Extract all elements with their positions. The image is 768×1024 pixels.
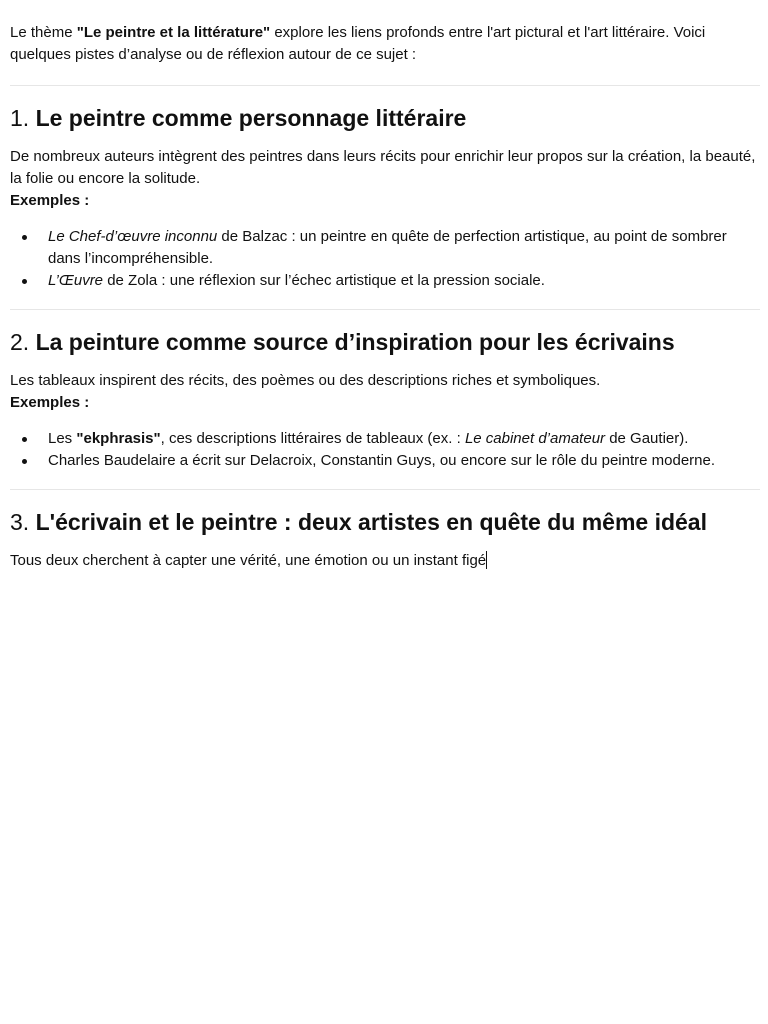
examples-label: Exemples : xyxy=(10,394,90,411)
bullet-icon xyxy=(22,279,27,284)
work-title: Le Chef-d’œuvre inconnu xyxy=(48,228,218,245)
section-divider xyxy=(10,489,760,490)
item-prefix: Les xyxy=(48,430,77,447)
bullet-icon xyxy=(22,437,27,442)
section-text: Les tableaux inspirent des récits, des poèmes ou des descriptions riches et symboliques. xyxy=(10,372,601,389)
intro-suffix: explore les liens profonds entre l'art pictural et l'art littéraire. Voici quelques pistes d’analyse ou de réflexion autour de ce sujet : xyxy=(10,24,706,63)
item-text: de Balzac : un peintre en quête de perfection artistique, au point de sombrer dans l’incompréhensible. xyxy=(48,228,727,267)
intro-theme: "Le peintre et la littérature" xyxy=(76,24,271,41)
section-number: 3. xyxy=(10,509,30,535)
section-heading xyxy=(10,507,758,537)
bullet-icon xyxy=(22,235,27,240)
section-text: Tous deux cherchent à capter une vérité, une émotion ou un instant figé xyxy=(10,552,487,569)
work-title: L’Œuvre xyxy=(48,272,104,289)
examples-label: Exemples : xyxy=(10,192,90,209)
item-middle: , ces descriptions littéraires de tableaux (ex. : xyxy=(160,430,465,447)
examples-list xyxy=(10,428,758,472)
section-divider xyxy=(10,309,760,310)
section-heading xyxy=(10,327,758,357)
examples-list xyxy=(10,226,758,292)
section-number: 1. xyxy=(10,105,30,131)
work-title: Le cabinet d’amateur xyxy=(464,430,606,447)
list-item xyxy=(48,450,758,472)
section-text: De nombreux auteurs intègrent des peintres dans leurs récits pour enrichir leur propos sur la création, la beauté, la folie ou encore la solitude. xyxy=(10,148,756,187)
item-text: de Gautier). xyxy=(605,430,689,447)
list-item xyxy=(48,226,758,270)
bullet-icon xyxy=(22,459,27,464)
text-cursor xyxy=(486,551,487,569)
item-term: "ekphrasis" xyxy=(76,430,161,447)
section-2 xyxy=(10,327,758,472)
section-title: Le peintre comme personnage littéraire xyxy=(35,105,467,131)
intro-prefix: Le thème xyxy=(10,24,77,41)
item-text: Charles Baudelaire a écrit sur Delacroix, Constantin Guys, ou encore sur le rôle du peintre moderne. xyxy=(48,452,716,469)
section-number: 2. xyxy=(10,329,30,355)
section-title: La peinture comme source d’inspiration pour les écrivains xyxy=(35,329,675,355)
section-1 xyxy=(10,103,758,292)
section-heading xyxy=(10,103,758,133)
list-item xyxy=(48,428,758,450)
section-3 xyxy=(10,507,758,572)
editable-paragraph[interactable] xyxy=(10,550,758,572)
list-item xyxy=(48,270,758,292)
section-title: L'écrivain et le peintre : deux artistes en quête du même idéal xyxy=(35,509,707,535)
item-text: de Zola : une réflexion sur l’échec artistique et la pression sociale. xyxy=(103,272,545,289)
section-divider xyxy=(10,85,760,86)
intro-paragraph xyxy=(10,22,758,66)
